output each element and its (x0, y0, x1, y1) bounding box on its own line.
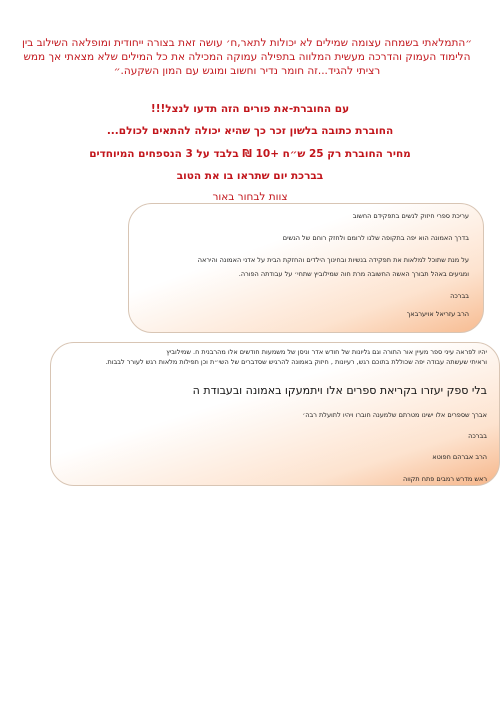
team-signature: צוות לבחור באור (212, 191, 288, 203)
headline-language-note: החוברת כתובה בלשון זכר כך שהיא יכולה להתאים לכולם... (106, 125, 394, 137)
box1-blessing: בברכה (450, 292, 469, 300)
recommendation-box-2 (50, 342, 500, 486)
box1-line: על מנת שתוכל למלאות את תפקידה בנשיות ובחינוך הילדים והחזקת הבית על אדני האמונה והיראה (197, 256, 469, 264)
blessing-line: בברכת יום שתראו בו את הטוב (176, 170, 324, 182)
box1-line: עריכת ספרי חיזוק לנשים בתפקידם החשוב (352, 212, 469, 220)
box1-line: ומגיעים באהל תבורך האשה החשובה מרת חוה שמילוביץ שתחי׳ על עבודתה הפורה. (238, 270, 469, 278)
box2-line: יהיו לפראה עיני ספר מעיין אור התורה וגם גליונות של חודש אדר וניסן של משמעות חודשים אלו מהרבנית ח. שמילוביץ (166, 348, 487, 356)
box2-signature-title: ראש מדרש רמבים פתח תקווה (403, 475, 487, 483)
box2-blessing: בברכה (468, 432, 487, 440)
box2-line: אברך שספרים אלו ישינו מטרתם שלמענה חוברו ויהיו לתועלת רבה׳ (302, 411, 487, 419)
price-line: מחיר החוברת רק 25 ש״ח +10 ₪ בלבד על 3 הנספחים המיוחדים (89, 148, 411, 160)
headline-purim: עם החוברת-את פורים הזה תדעו לנצל!!! (150, 103, 350, 115)
recommendation-box-1 (128, 203, 484, 333)
box2-heading: בלי ספק יעזרו בקריאת ספרים אלו ויתמעקו באמונה ובעבודת ה (192, 384, 487, 397)
box1-signature: הרב עזריאל אויערבאך (406, 310, 469, 318)
box2-line: וראיתי שעשתה עבודה יפה שכוללת בתוכם רגש, רעיונות , חיזוק באמונה להרגיש שסדברים של השי״ת וכן תפילות מלאות רגש לעורר לבבות. (105, 358, 487, 366)
box2-signature: הרב אברהם חפוטא (432, 453, 487, 461)
intro-quote: ״התמלאתי בשמחה עצומה שמילים לא יכולות לתאר,ח׳ עושה זאת בצורה ייחודית ומופלאה השילוב בין הלימוד העמוק והדרכה מעשית המלווה בתפילה עמוקה המכילה את כל המילים שלא מצאתי אך ממש רציתי להגיד...זה חומר נדיר וחשוב ומוגש עם המון השקעה.״ (21, 37, 473, 77)
box1-line: בדרך האמונה הוא יפה בתקופה שלנו לרומם ולחזק רוחם של הנשים (282, 234, 469, 242)
